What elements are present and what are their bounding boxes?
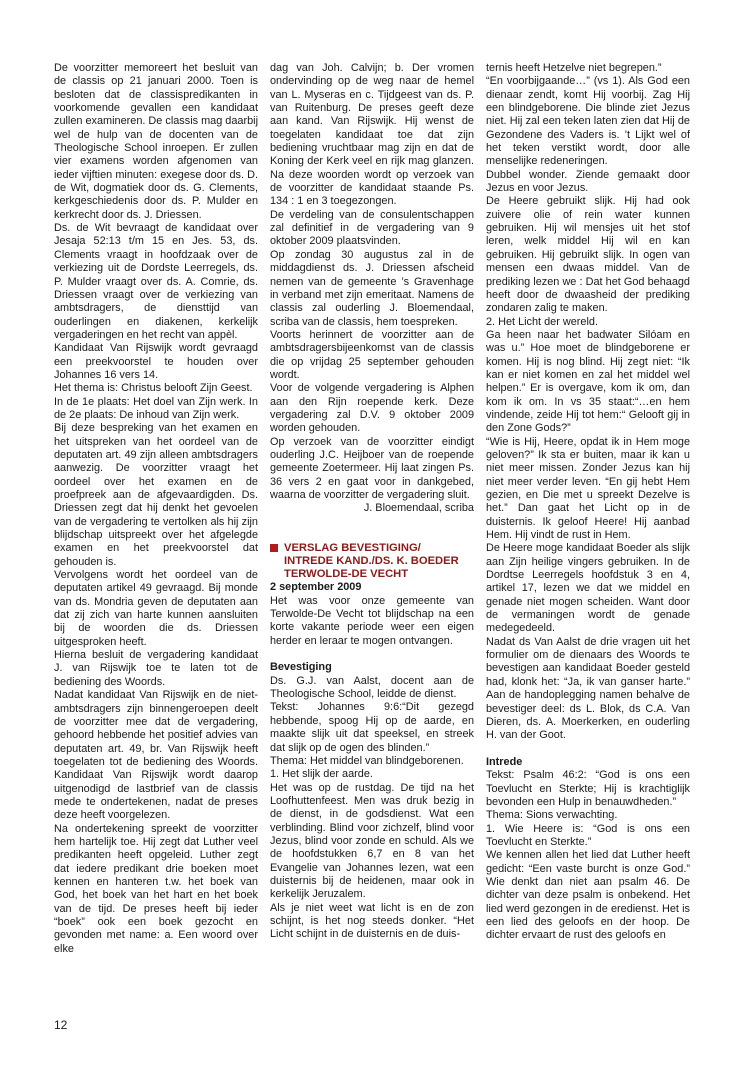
spacer <box>270 516 474 529</box>
paragraph: 2. Het Licht der wereld. <box>486 315 598 328</box>
paragraph: “Wie is Hij, Heere, opdat ik in Hem moge geloven?” Ik sta er buiten, maar ik kan u niet meer missen. Zonder Jezus kan hij niet meer verder leven. “En gij hebt Hem gezien, en Die met u spreekt Dezelve is het.” Dan gaat het Licht op in de duisternis. Ik geloof Heere! Hij aanbad Hem. Hij vindt de rust in Hem. <box>486 435 690 542</box>
paragraph: Ga heen naar het badwater Silóam en was u.” Hoe moet de blindgeborene er komen. Hij is nog blind. Hij zegt niet: “Ik kan er niet komen en zal het middel wel helpen.” Er is overgave, kom ik om, dan kom ik om. In vs 35 staat:“…en hem vindende, zeide Hij tot hem:“ Gelooft gij in den Zone Gods?” <box>486 328 690 435</box>
paragraph: ternis heeft Hetzelve niet begrepen.” <box>486 62 662 74</box>
paragraph: Bij deze bespreking van het examen en het uitspreken van het oordeel van de deputaten art. 49 zijn alleen ambtsdragers aanwezig. De voorzitter vraagt het oordeel over het examen en de proefpreek aan de afgevaardigden. Ds. Driessen zegt dat hij denkt het gevoelen van de vergadering te vertolken als hij zijn blijdschap uitspreekt over het afgelegde examen en het preekvoorstel dat gehouden is. <box>54 422 258 568</box>
paragraph: Ds. G.J. van Aalst, docent aan de Theologische School, leidde de dienst. <box>270 674 474 701</box>
paragraph: Op verzoek van de voorzitter eindigt ouderling J.C. Heijboer van de roepende gemeente Zoetermeer. Hij laat zingen Ps. 36 vers 2 en gaat voor in dankgebed, waarna de voorzitter de vergadering sluit. <box>270 435 474 501</box>
paragraph: Tekst: Johannes 9:6:“Dit gezegd hebbende, spoog Hij op de aarde, en maakte slijk uit dat speeksel, en streek dat slijk op de ogen des blinden.” <box>270 701 474 754</box>
paragraph: 1. Wie Heere is: “God is ons een Toevlucht en Sterkte.” <box>486 822 690 848</box>
spacer <box>270 648 474 661</box>
paragraph: Het thema is: Christus belooft Zijn Geest. <box>54 382 253 395</box>
paragraph: In de 1e plaats: Het doel van Zijn werk. In de 2e plaats: De inhoud van Zijn werk. <box>54 395 258 421</box>
paragraph: “En voorbijgaande…” (vs 1). Als God een dienaar zendt, komt Hij voorbij. Zag Hij een blindgeborene. Die blinde ziet Jezus niet. Hij zal een teken laten zien dat Hij de Gezondene des Vaders is. ’t Lijkt wel of het teken verstikt wordt, door alle menselijke redeneringen. <box>486 75 690 168</box>
heading-line: INTREDE KAND./DS. K. BOEDER <box>284 555 459 568</box>
signature: J. Bloemendaal, scriba <box>363 502 474 515</box>
heading-line: TERWOLDE-DE VECHT <box>284 568 409 581</box>
paragraph: De Heere moge kandidaat Boeder als slijk aan Zijn heilige vingers gebruiken. In de Dordtse Leerregels hoofdstuk 3 en 4, artikel 17, lezen we dat we middel en genade niet mogen scheiden. Want door de vermaningen wordt de genade medegedeeld. <box>486 542 690 635</box>
column-2 <box>270 62 474 942</box>
paragraph: Als je niet weet wat licht is en de zon schijnt, is het nog steeds donker. “Het Licht schijnt in de duisternis en de duis- <box>270 901 474 941</box>
paragraph: Thema: Het middel van blindgeborenen. <box>270 754 464 767</box>
spacer <box>270 529 474 542</box>
paragraph: De Heere gebruikt slijk. Hij had ook zuivere olie of rein water kunnen gebruiken. Hij wil mensjes uit het stof leren, welk middel Hij wil en kan gebruiken. Hij gebruikt slijk. In ogen van mensen een dwaas middel. Van de prediking lezen we : Dat het God behaagd heeft door de dwaasheid der prediking zondaren zalig te maken. <box>486 195 690 315</box>
paragraph: Voor de volgende vergadering is Alphen aan den Rijn roepende kerk. Deze vergadering zal D.V. 9 oktober 2009 worden gehouden. <box>270 382 474 435</box>
spacer <box>486 743 690 756</box>
subheading: Bevestiging <box>270 661 332 674</box>
paragraph: Op zondag 30 augustus zal in de middagdienst ds. J. Driessen afscheid nemen van de gemeente ’s Gravenhage in verband met zijn emeritaat. Namens de classis zal ouderling J. Bloemendaal, scriba van de classis, hem toespreken. <box>270 248 474 328</box>
paragraph: Nadat ds Van Aalst de drie vragen uit het formulier om de dienaars des Woords te bevestigen aan kandidaat Boeder gesteld had, klonk het: “Ja, ik van ganser harte.” Aan de handoplegging namen behalve de bevestiger deel: ds L. Blok, ds C.A. Van Dieren, ds. A. Moerkerken, en ouderling H. van der Goot. <box>486 635 690 742</box>
paragraph: Ds. de Wit bevraagt de kandidaat over Jesaja 52:13 t/m 15 en Jes. 53, ds. Clements vraagt in hoofdzaak over de verkiezing uit de Dordste Leerregels, ds. P. Mulder vraagt over ds. A. Comrie, ds. Driessen vraagt over de verkiezing van ambtsdragers, de diensttijd van ouderlingen en diakenen, kerkelijk vergaderingen en het recht van appèl. <box>54 222 258 341</box>
subheading: Intrede <box>486 755 523 768</box>
paragraph: De voorzitter memoreert het besluit van de classis op 21 januari 2000. Toen is besloten dat de classispredikanten in voorkomende gevallen een kandidaat zullen examineren. De classis mag daarbij wel de hulp van de docenten van de Theologische School inroepen. Er zullen vier examens worden afgenomen van ieder vijftien minuten: exegese door ds. D. de Wit, dogmatiek door ds. G. Clements, kerkgeschiedenis door ds. P. Mulder en kerkrecht door ds. J. Driessen. <box>54 62 258 221</box>
article-date: 2 september 2009 <box>270 581 362 594</box>
column-3 <box>486 62 690 943</box>
paragraph: Het was op de rustdag. De tijd na het Loofhuttenfeest. Men was druk bezig in de dienst, in de godsdienst. Wat een verblinding. Blind voor zichzelf, blind voor Jezus, blind voor zonde en schuld. Als we de hoofdstukken 6,7 en 8 van het Evangelie van Johannes lezen, wat een duisternis bij de heidenen, maar ook in kerkelijk Jeruzalem. <box>270 781 474 901</box>
paragraph: Vervolgens wordt het oordeel van de deputaten artikel 49 gevraagd. Bij monde van ds. Mondria geven de deputaten aan dat zij zich van harte kunnen aansluiten bij de woorden die ds. Driessen uitgesproken heeft. <box>54 569 258 648</box>
paragraph: Voorts herinnert de voorzitter aan de ambtsdragersbijeenkomst van de classis die op vrijdag 25 september gehouden wordt. <box>270 328 474 381</box>
paragraph: Dubbel wonder. Ziende gemaakt door Jezus en voor Jezus. <box>486 168 690 195</box>
paragraph: dag van Joh. Calvijn; b. Der vromen ondervinding op de weg naar de hemel van L. Myseras en c. Tijdgeest van ds. P. van Ruitenburg. De preses geeft deze aan kand. Van Rijswijk. Hij wenst de toegelaten kandidaat toe dat zijn bediening vruchtbaar mag zijn en dat de Koning der Kerk veel en rijk mag glanzen. Na deze woorden wordt op verzoek van de voorzitter de kandidaat staande Ps. 134 : 1 en 3 toegezongen. <box>270 62 474 208</box>
paragraph: Hierna besluit de vergadering kandidaat J. van Rijswijk toe te laten tot de bediening des Woords. <box>54 649 258 688</box>
paragraph: We kennen allen het lied dat Luther heeft gedicht: “Een vaste burcht is onze God.” Wie denkt dan niet aan psalm 46. De dichter van deze psalm is onbekend. Het lied werd gezongen in de eredienst. Het is een lied des geloofs en der hoop. De dichter ervaart de rust des geloofs en <box>486 849 690 942</box>
square-bullet-icon <box>270 544 278 552</box>
column-1 <box>54 62 258 956</box>
article-heading <box>270 542 474 581</box>
paragraph: 1. Het slijk der aarde. <box>270 768 373 781</box>
paragraph: Nadat kandidaat Van Rijswijk en de niet-ambtsdragers zijn binnengeroepen deelt de voorzitter mee dat de vergadering, gehoord hebbende het positief advies van deputaten art. 49, br. Van Rijswijk heeft toegelaten tot de bediening des Woords. Kandidaat Van Rijswijk wordt daarop uitgenodigd de lastbrief van de classis mede te ondertekenen, nadat de preses deze heeft voorgelezen. <box>54 689 258 822</box>
paragraph: Het was voor onze gemeente van Terwolde-De Vecht tot blijdschap na een korte vakante periode weer een eigen herder en leraar te mogen ontvangen. <box>270 594 474 647</box>
paragraph: Thema: Sions verwachting. <box>486 809 618 822</box>
paragraph: Kandidaat Van Rijswijk wordt gevraagd een preekvoorstel te houden over Johannes 16 vers 14. <box>54 342 258 381</box>
paragraph: De verdeling van de consulentschappen zal definitief in de vergadering van 9 oktober 2009 plaatsvinden. <box>270 208 474 248</box>
heading-line: VERSLAG BEVESTIGING/ <box>284 542 421 555</box>
paragraph: Tekst: Psalm 46:2: “God is ons een Toevlucht en Sterkte; Hij is krachtiglijk bevonden een Hulp in benauwdheden.” <box>486 769 690 808</box>
paragraph: Na ondertekening spreekt de voorzitter hem hartelijk toe. Hij zegt dat Luther veel predikanten heeft opgeleid. Luther zegt dat iedere predikant drie boeken moet kennen en hanteren t.w. het boek van God, het boek van het hart en het boek van de tijd. De preses heeft bij ieder “boek” ook een boek gezocht en gevonden met name: a. Een woord over elke <box>54 822 258 955</box>
page-number: 12 <box>54 1018 68 1032</box>
